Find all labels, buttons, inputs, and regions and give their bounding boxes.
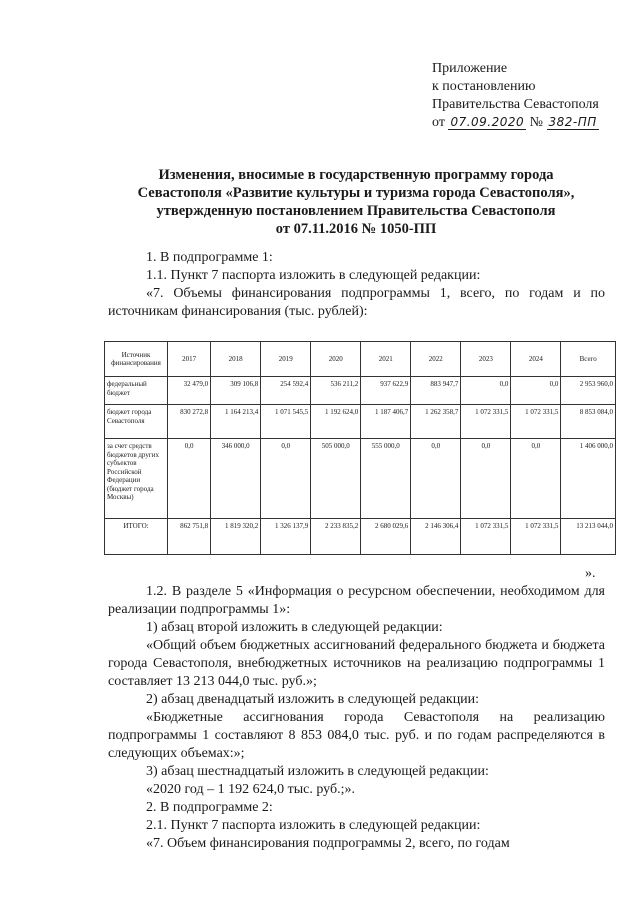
table-cell: 883 947,7 — [411, 377, 461, 405]
table-cell: 555 000,0 — [361, 439, 411, 519]
table-cell: 0,0 — [461, 377, 511, 405]
table-row — [105, 405, 616, 439]
table-cell: 505 000,0 — [311, 439, 361, 519]
appendix-line2: к постановлению — [432, 79, 536, 94]
appendix-date-line — [432, 114, 599, 132]
table-cell: 309 106,8 — [211, 377, 261, 405]
table-cell-source: за счет средств бюджетов других субъектов Российской Федерации (бюджет города Москвы) — [105, 439, 168, 519]
paragraph-11: 2. В подпрограмме 2: — [146, 800, 273, 815]
table-cell: 32 479,0 — [168, 377, 211, 405]
table-header-cell: Всего — [561, 342, 616, 377]
table-cell: 254 592,4 — [261, 377, 311, 405]
table-cell: 1 072 331,5 — [461, 405, 511, 439]
financing-table — [104, 341, 616, 555]
table-cell-source: бюджет города Севастополя — [105, 405, 168, 439]
table-cell: 0,0 — [461, 439, 511, 519]
table-cell: 1 164 213,4 — [211, 405, 261, 439]
table-cell: 2 233 835,2 — [311, 519, 361, 555]
table-header-cell: 2023 — [461, 342, 511, 377]
date-prefix: от — [432, 115, 445, 130]
title-line2: Севастополя «Развитие культуры и туризма города Севастополя», — [137, 185, 575, 201]
paragraph-2: 1.1. Пункт 7 паспорта изложить в следующей редакции: — [146, 268, 481, 283]
title-line3: утвержденную постановлением Правительства Севастополя — [156, 203, 556, 219]
paragraph-8: «Бюджетные ассигнования города Севастополя на реализацию подпрограммы 1 составляют 8 853 084,0 тыс. руб. и по годам распределяются в следующих объемах:»; — [108, 710, 605, 761]
table-header-cell: 2021 — [361, 342, 411, 377]
table-header-cell: Источник финансирования — [105, 342, 168, 377]
paragraph-13: «7. Объем финансирования подпрограммы 2, всего, по годам — [146, 836, 510, 851]
table-cell: 2 680 029,6 — [361, 519, 411, 555]
table-cell-source: ИТОГО: — [105, 519, 168, 555]
paragraph-12: 2.1. Пункт 7 паспорта изложить в следующей редакции: — [146, 818, 481, 833]
closing-quote: ». — [585, 566, 596, 581]
table-cell: 0,0 — [511, 377, 561, 405]
paragraph-6: «Общий объем бюджетных ассигнований федерального бюджета и бюджета города Севастополя, внебюджетных источников на реализацию подпрограммы 1 составляет 13 213 044,0 тыс. руб.»; — [108, 638, 605, 689]
paragraph-5: 1) абзац второй изложить в следующей редакции: — [146, 620, 443, 635]
paragraph-9: 3) абзац шестнадцатый изложить в следующей редакции: — [146, 764, 489, 779]
number-prefix: № — [529, 115, 544, 130]
table-cell: 1 262 358,7 — [411, 405, 461, 439]
table-cell: 0,0 — [411, 439, 461, 519]
table-cell-source: федеральный бюджет — [105, 377, 168, 405]
table-row — [105, 439, 616, 519]
table-cell: 1 406 000,0 — [561, 439, 616, 519]
handwritten-date: 07.09.2020 — [450, 115, 525, 129]
table-cell: 1 187 406,7 — [361, 405, 411, 439]
paragraph-10: «2020 год – 1 192 624,0 тыс. руб.;». — [146, 782, 355, 797]
table-cell: 1 819 320,2 — [211, 519, 261, 555]
table-cell: 8 853 084,0 — [561, 405, 616, 439]
table-cell: 1 071 545,5 — [261, 405, 311, 439]
table-cell: 13 213 044,0 — [561, 519, 616, 555]
table-cell: 0,0 — [511, 439, 561, 519]
table-cell: 1 072 331,5 — [461, 519, 511, 555]
table-cell: 346 000,0 — [211, 439, 261, 519]
title-line4: от 07.11.2016 № 1050-ПП — [275, 221, 437, 237]
table-cell: 1 072 331,5 — [511, 519, 561, 555]
table-cell: 1 326 137,9 — [261, 519, 311, 555]
table-header-cell: 2022 — [411, 342, 461, 377]
table-header-cell: 2024 — [511, 342, 561, 377]
title-line1: Изменения, вносимые в государственную программу города — [158, 167, 554, 183]
table-cell: 830 272,8 — [168, 405, 211, 439]
table-cell: 1 072 331,5 — [511, 405, 561, 439]
table-cell: 1 192 624,0 — [311, 405, 361, 439]
document-title — [110, 166, 602, 238]
table-cell: 0,0 — [261, 439, 311, 519]
table-header-row — [105, 342, 616, 377]
table-cell: 2 146 306,4 — [411, 519, 461, 555]
paragraph-3: «7. Объемы финансирования подпрограммы 1, всего, по годам и по источникам финансирования (тыс. рублей): — [108, 286, 605, 319]
appendix-line1: Приложение — [432, 61, 508, 76]
paragraph-1: 1. В подпрограмме 1: — [146, 250, 273, 265]
table-row — [105, 519, 616, 555]
table-header-cell: 2017 — [168, 342, 211, 377]
paragraph-7: 2) абзац двенадцатый изложить в следующей редакции: — [146, 692, 480, 707]
section-intro — [108, 249, 605, 321]
table-header-cell: 2019 — [261, 342, 311, 377]
table-cell: 862 751,8 — [168, 519, 211, 555]
table-cell: 536 211,2 — [311, 377, 361, 405]
table-cell: 0,0 — [168, 439, 211, 519]
section-continuation — [108, 583, 605, 853]
appendix-line3: Правительства Севастополя — [432, 97, 599, 112]
handwritten-number: 382-ПП — [548, 115, 597, 129]
table-cell: 937 622,9 — [361, 377, 411, 405]
table-header-cell: 2020 — [311, 342, 361, 377]
appendix-header — [432, 60, 599, 132]
paragraph-4: 1.2. В разделе 5 «Информация о ресурсном обеспечении, необходимом для реализации подпрограммы 1»: — [108, 584, 605, 617]
table-header-cell: 2018 — [211, 342, 261, 377]
table-row — [105, 377, 616, 405]
table-cell: 2 953 960,0 — [561, 377, 616, 405]
